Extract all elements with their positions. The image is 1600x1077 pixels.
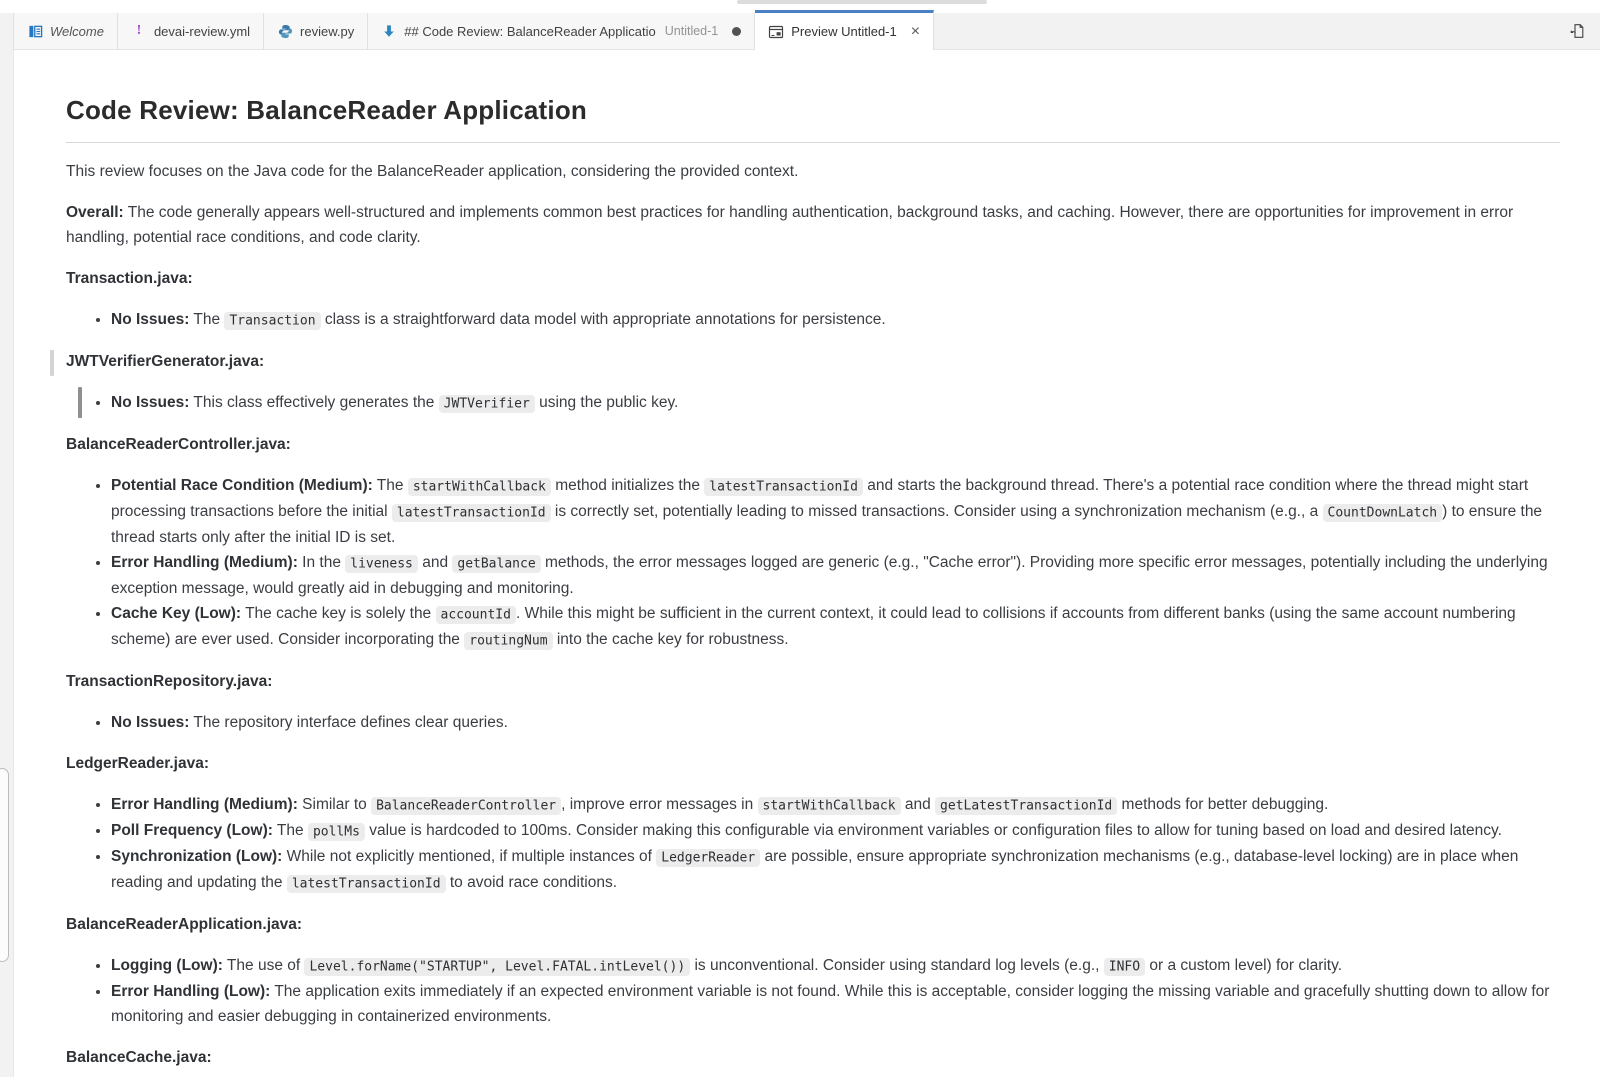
list-item <box>111 844 1560 896</box>
text-run: is unconventional. Consider using standard log levels (e.g., <box>690 957 1104 974</box>
paragraph <box>66 159 1560 184</box>
text-run: The cache key is solely the <box>241 605 436 622</box>
text-run: The repository interface defines clear queries. <box>189 714 508 731</box>
text-run: to avoid race conditions. <box>445 874 618 891</box>
bold-label: Overall: <box>66 204 124 221</box>
bold-label: Cache Key (Low): <box>111 605 242 622</box>
inline-code: INFO <box>1104 958 1145 976</box>
file-name: BalanceReaderApplication.java: <box>66 916 303 933</box>
text-run: The <box>189 311 225 328</box>
text-run: The code generally appears well-structured and implements common best practices for handling authentication, background tasks, and caching. However, there are opportunities for improvement in error handling, potential race conditions, and code clarity. <box>66 204 1514 246</box>
inline-code: LedgerReader <box>656 849 760 867</box>
scrollbar-thumb[interactable] <box>0 768 9 962</box>
text-run: value is hardcoded to 100ms. Consider making this configurable via environment variables or configuration files to allow for tuning based on load and desired latency. <box>364 822 1502 839</box>
text-run: and starts the background thread. There's a potential race condition where the thread might start processing transactions before the initial <box>111 477 1529 520</box>
file-section-heading <box>66 1045 1560 1070</box>
file-section-heading <box>66 751 1560 776</box>
tab-devai-review[interactable] <box>118 13 264 50</box>
markdown-icon <box>381 23 397 39</box>
text-run: and <box>417 554 453 571</box>
close-icon[interactable]: × <box>910 22 921 40</box>
inline-code: latestTransactionId <box>287 875 446 893</box>
list-item <box>111 979 1560 1029</box>
text-run: into the cache key for robustness. <box>552 631 789 648</box>
paragraph <box>66 200 1560 250</box>
modified-dot-icon[interactable] <box>732 27 741 36</box>
text-run: While not explicitly mentioned, if multiple instances of <box>282 848 657 865</box>
bold-label: No Issues: <box>111 311 190 328</box>
inline-code: Level.forName("STARTUP", Level.FATAL.intLevel()) <box>304 958 690 976</box>
split-editor-icon[interactable] <box>1569 23 1585 39</box>
text-run: is correctly set, potentially leading to missed transactions. Consider using a synchronization mechanism (e.g., a <box>550 503 1323 520</box>
text-run: methods, the error messages logged are generic (e.g., "Cache error"). Providing more specific error messages, potentially including the underlying exception message, would greatly aid in debugging and monitoring. <box>111 554 1548 597</box>
page-title: Code Review: BalanceReader Application <box>66 95 1560 143</box>
list-item <box>111 307 1560 333</box>
markdown-preview <box>14 50 1600 1077</box>
text-run: The application exits immediately if an expected environment variable is not found. While this is acceptable, consider logging the missing variable and gracefully shutting down to allow for monitoring and easier debugging in containerized environments. <box>111 983 1550 1025</box>
bold-label: Synchronization (Low): <box>111 848 283 865</box>
text-run: , improve error messages in <box>561 796 758 813</box>
welcome-icon <box>27 23 43 39</box>
text-run: The use of <box>222 957 305 974</box>
preview-icon <box>768 24 784 40</box>
tab-preview[interactable] <box>755 10 934 50</box>
inline-code: latestTransactionId <box>392 504 551 522</box>
inline-code: liveness <box>345 555 418 573</box>
inline-code: latestTransactionId <box>704 478 863 496</box>
python-icon <box>277 23 293 39</box>
file-name: Transaction.java: <box>66 270 193 287</box>
tab-bar <box>13 13 1600 50</box>
file-name: TransactionRepository.java: <box>66 673 273 690</box>
text-run: In the <box>297 554 346 571</box>
inline-code: pollMs <box>308 823 365 841</box>
text-run: and <box>900 796 936 813</box>
file-name: JWTVerifierGenerator.java: <box>66 353 265 370</box>
text-run: using the public key. <box>534 394 679 411</box>
bold-label: Error Handling (Medium): <box>111 796 298 813</box>
tab-label: ## Code Review: BalanceReader Applicatio <box>404 23 656 39</box>
text-run: class is a straightforward data model with appropriate annotations for persistence. <box>320 311 886 328</box>
inline-code: routingNum <box>464 632 552 650</box>
active-line-marker <box>78 387 82 418</box>
tab-label: review.py <box>300 23 355 39</box>
inline-code: CountDownLatch <box>1323 504 1443 522</box>
list-item <box>111 710 1560 735</box>
file-name: BalanceReaderController.java: <box>66 436 291 453</box>
inline-code: getBalance <box>452 555 540 573</box>
file-section-heading <box>66 349 1560 374</box>
inline-code: Transaction <box>224 312 320 330</box>
bold-label: No Issues: <box>111 394 190 411</box>
tab-welcome[interactable] <box>14 13 118 50</box>
text-run: method initializes the <box>550 477 705 494</box>
inline-code: startWithCallback <box>758 797 901 815</box>
list-item <box>111 818 1560 844</box>
bold-label: No Issues: <box>111 714 190 731</box>
tab-review-py[interactable] <box>264 13 368 50</box>
tab-bar-filler <box>934 13 1600 50</box>
bold-label: Potential Race Condition (Medium): <box>111 477 373 494</box>
file-section-heading <box>66 669 1560 694</box>
bold-label: Logging (Low): <box>111 957 223 974</box>
tab-label: devai-review.yml <box>153 23 251 39</box>
bold-label: Error Handling (Medium): <box>111 554 298 571</box>
bold-label: Poll Frequency (Low): <box>111 822 273 839</box>
list-item <box>111 473 1560 550</box>
inline-code: BalanceReaderController <box>371 797 561 815</box>
tab-md-source[interactable] <box>368 13 755 50</box>
issue-list <box>66 473 1560 653</box>
issue-list <box>66 307 1560 333</box>
list-item <box>111 550 1560 601</box>
inline-code: accountId <box>436 606 516 624</box>
document-body <box>66 159 1560 1070</box>
tab-label: Preview Untitled-1 <box>791 24 897 39</box>
file-section-heading <box>66 432 1560 457</box>
list-item <box>111 601 1560 653</box>
bold-label: Error Handling (Low): <box>111 983 271 1000</box>
active-line-marker <box>50 350 54 376</box>
tab-label: Welcome <box>50 23 104 39</box>
file-name: BalanceCache.java: <box>66 1049 212 1066</box>
tab-description: Untitled-1 <box>664 24 719 38</box>
list-item <box>111 390 1560 416</box>
text-run: This class effectively generates the <box>189 394 439 411</box>
inline-code: JWTVerifier <box>439 395 535 413</box>
file-section-heading <box>66 912 1560 937</box>
text-run: or a custom level) for clarity. <box>1145 957 1343 974</box>
text-run: are possible, ensure appropriate synchronization mechanisms (e.g., database-level locking) are in place when reading and updating the <box>111 848 1519 891</box>
tab-scrollbar-thumb[interactable] <box>737 0 987 4</box>
issue-list <box>66 792 1560 896</box>
yaml-icon: ! <box>136 23 142 38</box>
tab-list <box>13 13 934 50</box>
text-run: The <box>372 477 408 494</box>
inline-code: startWithCallback <box>408 478 551 496</box>
text-run: methods for better debugging. <box>1117 796 1329 813</box>
text-run: This review focuses on the Java code for the BalanceReader application, considering the provided context. <box>66 163 799 180</box>
file-name: LedgerReader.java: <box>66 755 210 772</box>
inline-code: getLatestTransactionId <box>935 797 1117 815</box>
adjacent-editor-edge <box>0 13 14 1077</box>
issue-list <box>66 953 1560 1029</box>
file-section-heading <box>66 266 1560 291</box>
issue-list <box>66 710 1560 735</box>
text-run: . While this might be sufficient in the current context, it could lead to collisions if accounts from different banks (using the same account numbering scheme) are ever used. Consider incorporating the <box>111 605 1516 648</box>
text-run: The <box>272 822 308 839</box>
text-run: Similar to <box>297 796 372 813</box>
list-item <box>111 792 1560 818</box>
issue-list <box>66 390 1560 416</box>
text-run: ) to ensure the thread starts only after the initial ID is set. <box>111 503 1543 546</box>
list-item <box>111 953 1560 979</box>
